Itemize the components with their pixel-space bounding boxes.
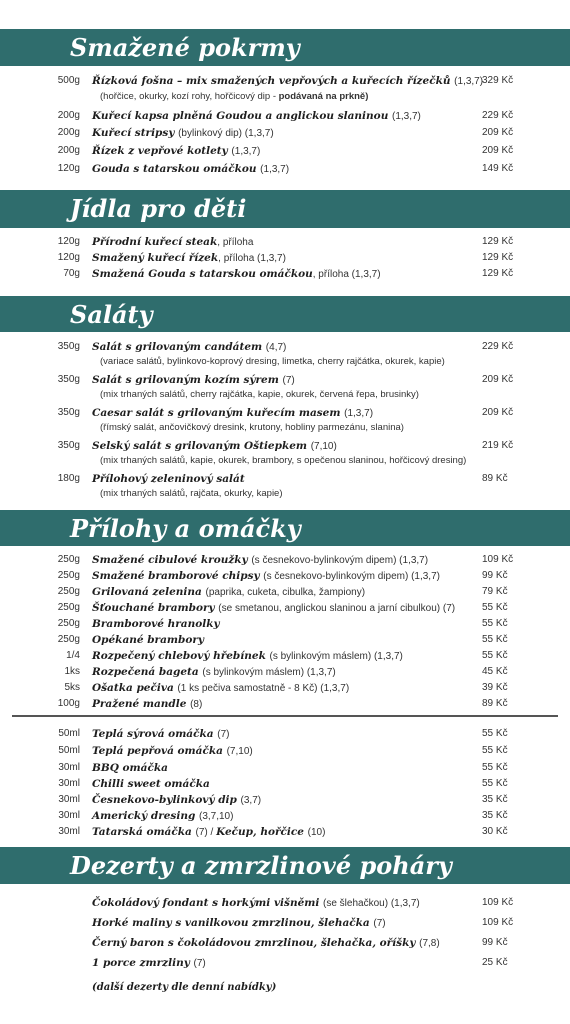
dessert-footnote: (další dezerty dle denní nabídky) <box>92 982 277 993</box>
section-header-salads <box>0 296 570 332</box>
section-title: Jídla pro děti <box>70 194 247 223</box>
section-title: Dezerty a zmrzlinové poháry <box>70 851 452 880</box>
section-header-sides <box>0 510 570 546</box>
section-title: Smažené pokrmy <box>70 33 300 62</box>
item-price: 329 Kč <box>482 75 514 86</box>
section-header-desserts <box>0 847 570 884</box>
item-weight: 500g <box>57 75 80 86</box>
item-name: Řízková fošna – mix smažených vepřových a kuřecích řízečků (1,3,7) <box>92 75 484 87</box>
divider <box>12 715 558 717</box>
section-title: Přílohy a omáčky <box>70 514 301 543</box>
section-header-kids <box>0 190 570 228</box>
section-title: Saláty <box>70 300 153 329</box>
section-header-fried <box>0 29 570 66</box>
